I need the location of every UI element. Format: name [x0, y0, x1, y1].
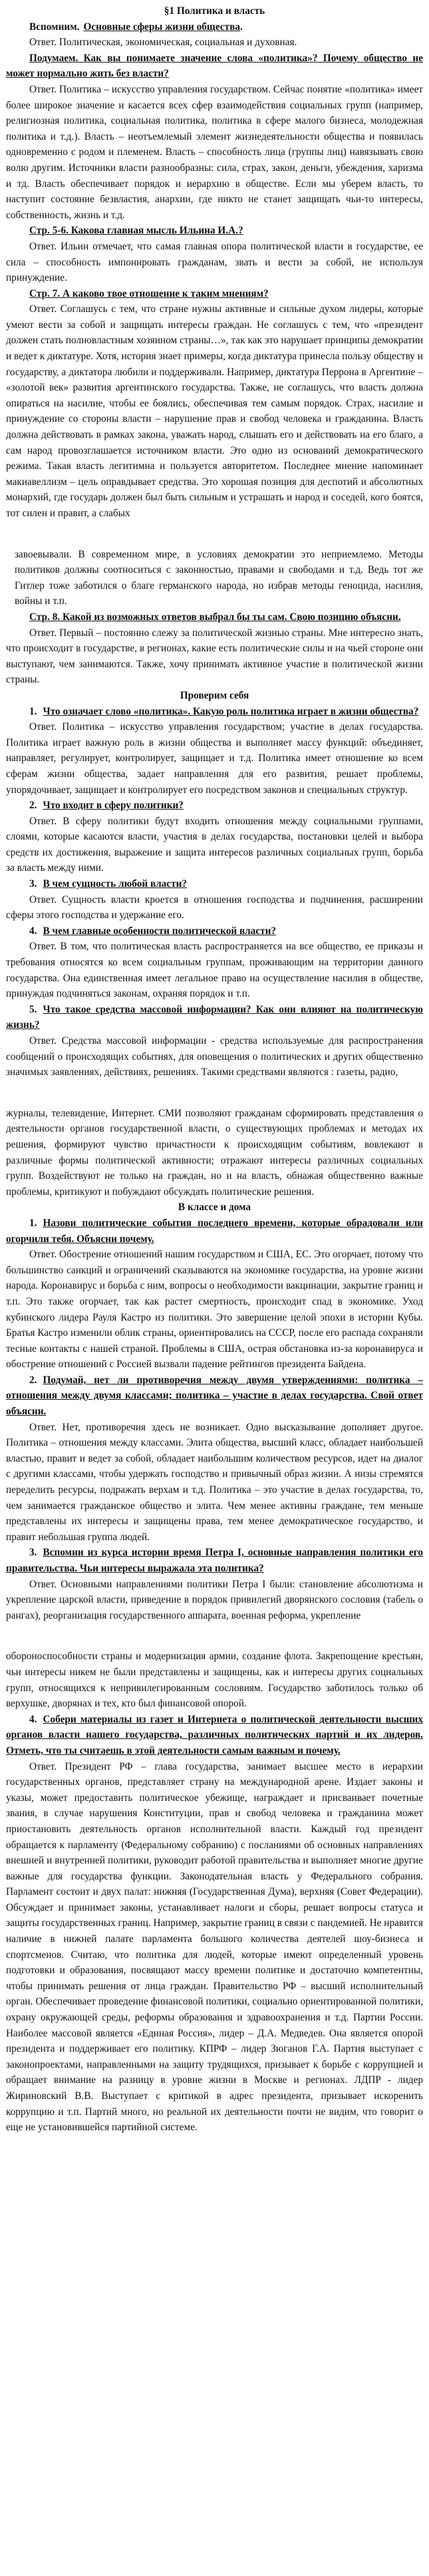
heading-underlined: Подумай, нет ли противоречия между двумя утверждениями: политика – отношения между двумя классами; политика – участие в делах государства. Свой ответ объясни. [6, 1374, 423, 1418]
page-title: §1 Политика и власть [164, 5, 265, 17]
answer-paragraph: Ответ. Обострение отношений нашим государством и США, ЕС. Это огорчает, потому что большинство санкций и ограничений сказываются на экономике государства, на уровне жизни народа. Коронавирус и борьба с ним, вопросы о необходимости вакцинации, закрытие границ и т.п. Это также огорчает, так как растет смертность, происходит спад в экономике. Уход кубинского лидера Рауля Кастро из политики. Это завершение целой эпохи в истории Кубы. Братья Кастро изменили облик страны, ориентировались на СССР, после его распада сохраняли тесные контакты с нашей страной. Проблемы в США, острая обстановка из-за коронавируса и обострение отношений с Россией вызвали падение рейтингов президента Байдена. [6, 1249, 423, 1370]
question-number: 1. [29, 1217, 37, 1229]
answer-paragraph: Ответ. Сущность власти кроется в отношения господства и подчинения, расширении сферы этого господства и удержание его. [6, 893, 423, 921]
homework-heading-1 [6, 1215, 423, 1247]
question-number: 3. [29, 1547, 37, 1559]
question-heading-2 [6, 798, 423, 814]
heading-underlined: Назови политические события последнего времени, которые обрадовали или огорчили тебя. Объясни почему. [6, 1217, 423, 1245]
homework-heading-2 [6, 1372, 423, 1420]
question-heading-5 [6, 1002, 423, 1033]
page-break-gap [6, 1623, 423, 1649]
answer-paragraph: Ответ. Соглашусь с тем, что стране нужны активные и сильные духом лидеры, которые умеют вести за собой и защищать интересы граждан. Не соглашусь с тем, что «президент должен стать полновластным хозяином страны…», так как это нарушает принципы демократии и ведет к диктатуре. Хотя, история знает примеры, когда диктатура принесла пользу обществу и государству, а диктатора любили и поддерживали. Например, диктатура Перрона в Аргентине – «золотой век» развития аргентинского государства. Также, не соглашусь, что власть должна опираться на насилие, чтобы ее боялись, обеспечивая тем самым порядок. Страх, насилие и принуждение со стороны власти – нарушение прав и свобод человека и гражданина. Власть должна действовать в рамках закона, уважать народ, слышать его и действовать на его благо, а сам народ провозглашается источником власти. Это одно из оснований демократического режима. Такая власть легитимна и пользуется авторитетом. Последнее мнение напоминает макиавеллизм – цель оправдывает средства. Это хорошая позиция для деспотий и абсолютных монархий, где государь должен был быть сильным и устрашать и народ и соседей, кого боятся, тот силен и правит, а слабых [6, 303, 423, 519]
heading-underlined: Основные сферы жизни общества [83, 21, 241, 33]
answer-paragraph: Ответ. Основными направлениями политики Петра I были: становление абсолютизма и укрепление царской власти, приведение в порядок привилегий дворянского сословия (табель о рангах), реорганизация государственного аппарата, военная реформа, укрепление [6, 1578, 423, 1621]
heading-underlined: Вспомни из курса истории время Петра I, основные направления политики его правительства. Чьи интересы выражала эта политика? [6, 1547, 423, 1574]
section-heading-str-8: Стр. 8. Какой из возможных ответов выбрал бы ты сам. Свою позицию объясни. [29, 611, 401, 623]
answer-paragraph-continued: завоевывали. В современном мире, в условиях демократии это неприемлемо. Методы политиков должны соотноситься с законностью, правами и свободами и т.д. Ведь тот же Гитлер тоже заботился о благе германского народа, но избрав методы геноцида, насилия, войны и т.п. [15, 548, 423, 607]
answer-paragraph: Ответ. Политика – искусство управления государством. Сейчас понятие «политика» имеет более широкое значение и касается всех сфер взаимодействия социальных групп (например, религиозная политика, социальная политика, политика в сфере малого бизнеса, молодежная политика и т.д.). Власть – неотъемлемый элемент жизнедеятельности общества и появилась одновременно с родом и племенем. Власть – способность лица (группы лиц) навязывать свою волю другим. Источники власти разнообразны: сила, страх, закон, деньги, убеждения, харизма и тд. Власть обеспечивает порядок и иерархию в обществе. Если мы уберем власть, то наступит состояние безвластия, анархии, где никто не станет защищать чьи-то интересы, собственность, жизнь и т.д. [6, 83, 423, 221]
heading-underlined: В чем сущность любой власти? [43, 878, 188, 890]
question-heading-4 [6, 923, 423, 939]
answer-paragraph-continued: обороноспособности страны и модернизация армии, создание флота. Закрепощение крестьян, чьи интересы никем не были представлены и защищены, как и интересы других социальных групп, относящихся к непривилегированным сословиям. Государство заботилось только об верхушке, дворянах и тех, кто был финансовой опорой. [6, 1651, 423, 1710]
question-number: 2. [29, 1374, 37, 1386]
answer-paragraph-continued: журналы, телевидение, Интернет. СМИ позволяют гражданам сформировать представления о деятельности органов государственной власти, о существующих проблемах и методах их решения, формируют чувство причастности к происходящим событиям, вовлекают в различные формы политической активности; отражают интересы различных социальных групп. Воздействуют не только на граждан, но и на власть, обнажая общественно важные проблемы, критикуют и побуждают обсуждать политические решения. [6, 1107, 423, 1198]
question-number: 1. [29, 705, 37, 717]
question-number: 5. [29, 1003, 37, 1015]
heading-underlined: Что входит в сферу политики? [43, 800, 184, 812]
section-heading-podumaem: Подумаем. Как вы понимаете значение слова «политика»? Почему общество не может нормально жить без власти? [6, 52, 423, 80]
heading-underlined: Что означает слово «политика». Какую роль политика играет в жизни общества? [43, 705, 419, 717]
heading-prefix: Вспомним. [29, 21, 80, 33]
homework-heading-3 [6, 1545, 423, 1576]
heading-underlined: В чем главные особенности политической власти? [43, 925, 277, 937]
section-heading-vspomnim [6, 19, 423, 35]
heading-underlined: Что такое средства массовой информации? Как они влияют на политическую жизнь? [6, 1003, 423, 1031]
answer-paragraph: Ответ. В сферу политики будут входить отношения между социальными группами, слоями, которые касаются власти, участия в делах государства, постановки целей и выбора средств их достижения, выражение и защита интересов различных социальных групп, борьба за власть между ними. [6, 815, 423, 874]
page-break-gap [6, 522, 423, 547]
answer-paragraph: Ответ. Нет, противоречия здесь не возникает. Одно высказывание дополняет другое. Политика – отношения между классами. Элита общества, высший класс, обладает наибольшей властью, правит и ведет за собой, обладает наибольшим количеством ресурсов, идет на диалог с другими классами, чтобы удержать господство и привычный образ жизни. А низы стремятся переделить ресурсы, подражать верхам и т.д. Политика – это участие в делах государства, то, чем занимается гражданское общество и элита. Чем менее активны граждане, тем меньше представлены их интересы и защищены права, тем менее демократическое государство, и правит небольшая группа людей. [6, 1421, 423, 1543]
question-number: 3. [29, 878, 37, 890]
section-title-v-klasse-i-doma: В классе и дома [178, 1202, 251, 1213]
question-number: 4. [29, 1713, 37, 1725]
question-heading-3 [6, 876, 423, 892]
answer-paragraph: Ответ. Средства массовой информации - средства используемые для распространения сообщений о происходящих событиях, для оповещения о политических и других общественно значимых заявлениях, действиях, решениях. Такими средствами являются : газеты, радио, [6, 1035, 423, 1078]
answer-paragraph: Ответ. Первый – постоянно слежу за политической жизнью страны. Мне интересно знать, что происходит в государстве, в регионах, какие есть политические силы и на чьей стороне они выступают, чем занимаются. Также, хочу принимать активное участие в политической жизни страны. [6, 627, 423, 686]
answer-paragraph: Ответ. В том, что политическая власть распространяется на все общество, ее приказы и требования относятся ко всем социальным группам, проживающим на территории данного государства. Она единственная имеет легальное право на осуществление насилия в обществе, принуждая подчиняться законам, охраняя порядок и т.п. [6, 941, 423, 1000]
question-heading-1 [6, 704, 423, 720]
answer-paragraph: Ответ. Ильин отмечает, что самая главная опора политической власти в государстве, ее сила – способность импонировать гражданам, звать и вести за собой, не используя принуждение. [6, 240, 423, 284]
heading-underlined: Собери материалы из газет и Интернета о политической деятельности высших органов власти нашего государства, различных политических партий и их лидеров. Отметь, что ты считаешь в этой деятельности самым важным и почему. [6, 1713, 423, 1756]
answer-paragraph: Ответ. Президент РФ – глава государства, занимает высшее место в иерархии государственных органов, представляет страну на международной арене. Издает законы и указы, может предоставить политическое убежище, награждает и присваивает почетные звания, в случае нарушения Конституции, прав и свобод человека и гражданина может приостановить деятельность органов исполнительной власти. Каждый год президент обращается к парламенту (Федеральному собранию) с посланиями об основных направлениях внешней и внутренней политики, руководит работой правительства и выполняет многие другие важные для государства функции. Законодательная власть у Федерального собрания. Парламент состоит и двух палат: нижняя (Государственная Дума), верхняя (Совет Федерации). Обсуждает и принимает законы, устанавливает налоги и сборы, решает вопросы статуса и защиты государственных границ. Например, закрытие границ в связи с пандемией. Не нравится наличие в нижней палате парламента большого количества деятелей шоу-бизнеса и спортсменов. Считаю, что политика для людей, которые имеют определенный уровень подготовки и образования, посвящают массу времени политике и достаточно компетентны, чтобы принимать решения от лица граждан. Правительство РФ – высший исполнительный орган. Обеспечивает проведение финансовой политики, социально ориентированной политики, охрану окружающей среды, реформы образования и здравоохранения и т.д. Партии России. Наиболее массовой является «Единая Россия», лидер – Д.А. Медведев. Она является опорой президента и поддерживает его политику. КПРФ – лидер Зюганов Г.А. Партия выступает с законопроектами, направленными на защиту трудящихся, призывает к борьбе с коррупцией и обращает внимание на разницу в уровне жизни в Москве и регионах. ЛДПР - лидер Жириновский В.В. Выступает с критикой в адрес президента, призывает искоренить коррупцию и т.п. Партий много, но реальной их деятельности почти не видим, что говорит о еще не установившейся партийной системе. [6, 1760, 423, 2134]
section-heading-str-7: Стр. 7. А каково твое отношение к таким мнениям? [29, 287, 269, 299]
question-number: 4. [29, 925, 37, 937]
answer-paragraph: Ответ. Политика – искусство управления государством; участие в делах государства. Политика играет важную роль в жизни общества и выполняет массу функций: объединяет, направляет, регулирует, контролирует, защищает и т.д. Политика имеет отношение ко всем сферам жизни общества, задает направления для его развития, решает проблемы, упорядочивает, защищает и контролирует его посредством законов и специальных структур. [6, 721, 423, 796]
section-title-proverim-sebya: Проверим себя [180, 689, 249, 701]
homework-heading-4 [6, 1712, 423, 1759]
section-heading-str-5-6: Стр. 5-6. Какова главная мысль Ильина И.А.? [29, 225, 243, 237]
question-number: 2. [29, 800, 37, 812]
answer-paragraph: Ответ. Политическая, экономическая, социальная и духовная. [29, 37, 297, 49]
heading-suffix: . [240, 21, 243, 33]
page-break-gap [6, 1080, 423, 1106]
